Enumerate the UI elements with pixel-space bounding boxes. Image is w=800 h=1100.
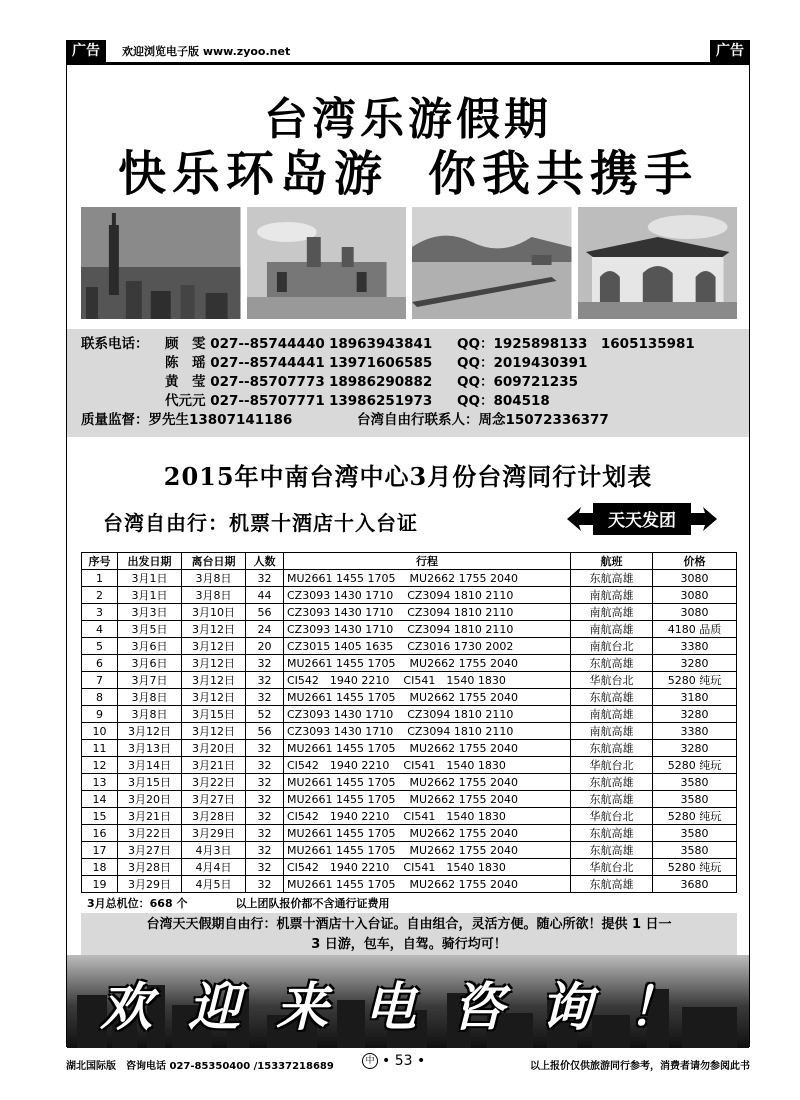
top-bar: [66, 40, 750, 62]
row-route: [284, 706, 571, 723]
row-departure: 3月8日: [118, 706, 182, 723]
welcome-text: 欢迎浏览电子版 www.zyoo.net: [122, 45, 291, 58]
route-outbound: CI542 1940 2210: [287, 861, 390, 874]
row-pax: 32: [246, 740, 284, 757]
row-price: 3080: [653, 587, 737, 604]
row-pax: 32: [246, 842, 284, 859]
row-route: [284, 757, 571, 774]
table-row: [82, 587, 737, 604]
daily-badge-text: 天天发团: [608, 511, 676, 531]
row-return: 3月8日: [182, 587, 246, 604]
row-return: 3月22日: [182, 774, 246, 791]
row-departure: 3月7日: [118, 672, 182, 689]
route-return: MU2662 1755 2040: [409, 690, 519, 704]
row-price: 3580: [653, 842, 737, 859]
row-departure: 3月6日: [118, 638, 182, 655]
row-price: 3280: [653, 706, 737, 723]
row-departure: 3月8日: [118, 689, 182, 706]
table-row: [82, 706, 737, 723]
row-route: [284, 740, 571, 757]
route-return: MU2662 1755 2040: [409, 877, 519, 891]
route-outbound: CZ3015 1405 1635: [287, 639, 394, 653]
contact-row: [81, 373, 735, 392]
row-flight: 东航高雄: [571, 689, 653, 706]
row-departure: 3月3日: [118, 604, 182, 621]
row-pax: 32: [246, 774, 284, 791]
contact-name-phone: [165, 373, 329, 392]
route-return: CZ3094 1810 2110: [407, 622, 514, 636]
schedule-body: [82, 570, 737, 893]
row-pax: 32: [246, 757, 284, 774]
row-route: [284, 791, 571, 808]
table-row: [82, 757, 737, 774]
promo-box: [81, 913, 737, 955]
row-route: [284, 825, 571, 842]
route-outbound: CZ3093 1430 1710: [287, 707, 394, 721]
route-return: CI541 1540 1830: [403, 810, 506, 823]
table-row: [82, 876, 737, 893]
row-pax: 24: [246, 621, 284, 638]
contact-name-phone: [165, 392, 329, 411]
row-return: 3月8日: [182, 570, 246, 587]
col-price: 价格: [653, 553, 737, 570]
row-return: 3月12日: [182, 672, 246, 689]
row-no: 2: [82, 587, 118, 604]
contact-qq: QQ：804518: [457, 393, 550, 409]
row-return: 3月12日: [182, 689, 246, 706]
row-no: 1: [82, 570, 118, 587]
route-return: MU2662 1755 2040: [409, 792, 519, 806]
row-price: 3080: [653, 604, 737, 621]
row-route: [284, 672, 571, 689]
quality-supervisor: 质量监督：罗先生13807141186: [81, 412, 293, 428]
row-return: 4月3日: [182, 842, 246, 859]
contact-name: 代元元: [165, 393, 206, 409]
route-return: CI541 1540 1830: [403, 759, 506, 772]
row-route: [284, 808, 571, 825]
photo-lake-pier: [412, 207, 572, 319]
table-row: [82, 638, 737, 655]
ad-frame: [66, 62, 750, 1047]
row-route: [284, 774, 571, 791]
row-pax: 32: [246, 689, 284, 706]
row-no: 19: [82, 876, 118, 893]
row-pax: 32: [246, 825, 284, 842]
table-row: [82, 825, 737, 842]
row-flight: 华航台北: [571, 808, 653, 825]
daily-departure-badge: [567, 501, 717, 537]
row-no: 8: [82, 689, 118, 706]
row-route: [284, 859, 571, 876]
row-flight: 东航高雄: [571, 876, 653, 893]
row-route: [284, 570, 571, 587]
row-pax: 32: [246, 655, 284, 672]
row-no: 13: [82, 774, 118, 791]
route-outbound: MU2661 1455 1705: [287, 571, 396, 585]
col-departure: 出发日期: [118, 553, 182, 570]
schedule-table: [81, 552, 737, 893]
footer-page: [362, 1053, 425, 1069]
row-departure: 3月29日: [118, 876, 182, 893]
contact-phone: 027--85744440: [210, 336, 325, 352]
row-no: 11: [82, 740, 118, 757]
row-departure: 3月13日: [118, 740, 182, 757]
main-subtitle: [67, 135, 749, 204]
row-pax: 44: [246, 587, 284, 604]
row-flight: 南航高雄: [571, 587, 653, 604]
row-price: 3280: [653, 740, 737, 757]
row-flight: 南航高雄: [571, 706, 653, 723]
table-row: [82, 842, 737, 859]
row-departure: 3月6日: [118, 655, 182, 672]
page-footer: [66, 1053, 750, 1073]
photo-strip: [81, 207, 737, 319]
row-return: 3月12日: [182, 638, 246, 655]
row-departure: 3月14日: [118, 757, 182, 774]
table-row: [82, 723, 737, 740]
contact-name-phone: [165, 335, 329, 354]
col-no: 序号: [82, 553, 118, 570]
route-return: CZ3094 1810 2110: [407, 605, 514, 619]
route-outbound: MU2661 1455 1705: [287, 741, 396, 755]
row-departure: 3月28日: [118, 859, 182, 876]
row-return: 3月15日: [182, 706, 246, 723]
contact-phone: 027--85744441: [210, 355, 325, 371]
row-price: 5280 纯玩: [653, 672, 737, 689]
row-departure: 3月22日: [118, 825, 182, 842]
row-pax: 56: [246, 604, 284, 621]
promo-line-2: 3 日游，包车，自驾。骑行均可！: [311, 937, 507, 952]
row-price: 3280: [653, 655, 737, 672]
row-flight: 华航台北: [571, 672, 653, 689]
table-header-row: [82, 553, 737, 570]
contact-label: [81, 373, 165, 392]
row-pax: 32: [246, 570, 284, 587]
row-pax: 32: [246, 859, 284, 876]
row-route: [284, 723, 571, 740]
contact-row: [81, 335, 735, 354]
contact-qq: QQ：1925898133 1605135981: [457, 336, 695, 352]
subtitle-part-2: 你我共携手: [428, 146, 699, 202]
row-route: [284, 689, 571, 706]
contact-row: [81, 354, 735, 373]
row-route: [284, 638, 571, 655]
row-price: 3380: [653, 723, 737, 740]
photo-castle: [247, 207, 407, 319]
row-departure: 3月12日: [118, 723, 182, 740]
row-flight: 东航高雄: [571, 570, 653, 587]
row-no: 4: [82, 621, 118, 638]
route-return: CI541 1540 1830: [403, 861, 506, 874]
contact-panel: [67, 329, 749, 437]
contact-phone: 027--85707771: [210, 393, 325, 409]
row-no: 17: [82, 842, 118, 859]
route-outbound: MU2661 1455 1705: [287, 775, 396, 789]
contact-name: 陈 瑶: [165, 355, 206, 371]
route-return: CZ3094 1810 2110: [407, 724, 514, 738]
route-return: MU2662 1755 2040: [409, 656, 519, 670]
row-route: [284, 621, 571, 638]
table-row: [82, 859, 737, 876]
route-outbound: CZ3093 1430 1710: [287, 588, 394, 602]
route-outbound: MU2661 1455 1705: [287, 826, 396, 840]
contact-name-phone: [165, 354, 329, 373]
route-outbound: CI542 1940 2210: [287, 674, 390, 687]
row-departure: 3月20日: [118, 791, 182, 808]
contact-mobile: 18963943841: [329, 336, 433, 352]
row-flight: 南航高雄: [571, 723, 653, 740]
route-return: MU2662 1755 2040: [409, 826, 519, 840]
row-flight: 华航台北: [571, 859, 653, 876]
row-pax: 32: [246, 672, 284, 689]
row-return: 3月12日: [182, 723, 246, 740]
row-no: 3: [82, 604, 118, 621]
route-return: CZ3094 1810 2110: [407, 707, 514, 721]
contact-mobile: 13986251973: [329, 393, 433, 409]
ad-tag-right: 广告: [710, 40, 750, 62]
route-outbound: MU2661 1455 1705: [287, 877, 396, 891]
col-pax: 人数: [246, 553, 284, 570]
row-no: 16: [82, 825, 118, 842]
row-no: 9: [82, 706, 118, 723]
route-return: MU2662 1755 2040: [409, 775, 519, 789]
row-departure: 3月21日: [118, 808, 182, 825]
contact-mobile: 13971606585: [329, 355, 433, 371]
col-flight: 航班: [571, 553, 653, 570]
plan-subline: 台湾自由行：机票十酒店十入台证: [103, 511, 418, 535]
row-flight: 东航高雄: [571, 774, 653, 791]
row-no: 10: [82, 723, 118, 740]
contact-label: [81, 354, 165, 373]
row-price: 3080: [653, 570, 737, 587]
row-price: 5280 纯玩: [653, 757, 737, 774]
row-price: 3580: [653, 825, 737, 842]
row-flight: 东航高雄: [571, 825, 653, 842]
row-flight: 南航高雄: [571, 604, 653, 621]
contact-label: [81, 392, 165, 411]
row-return: 3月12日: [182, 621, 246, 638]
route-return: CZ3094 1810 2110: [407, 588, 514, 602]
row-flight: 华航台北: [571, 757, 653, 774]
main-title: 台湾乐游假期: [264, 94, 552, 145]
footer-logo-icon: 中: [362, 1053, 378, 1069]
row-return: 3月12日: [182, 655, 246, 672]
row-price: 5280 纯玩: [653, 859, 737, 876]
row-no: 6: [82, 655, 118, 672]
table-row: [82, 740, 737, 757]
table-row: [82, 808, 737, 825]
row-flight: 东航高雄: [571, 655, 653, 672]
subtitle-part-1: 快乐环岛游: [117, 146, 388, 202]
contact-row: [81, 392, 735, 411]
row-no: 15: [82, 808, 118, 825]
contact-name: 黄 莹: [165, 374, 206, 390]
contact-qq: QQ：2019430391: [457, 355, 588, 371]
route-return: MU2662 1755 2040: [409, 571, 519, 585]
quality-row: [81, 411, 735, 430]
row-return: 3月10日: [182, 604, 246, 621]
route-return: CI541 1540 1830: [403, 674, 506, 687]
route-outbound: CZ3093 1430 1710: [287, 605, 394, 619]
row-departure: 3月1日: [118, 587, 182, 604]
row-route: [284, 587, 571, 604]
table-summary: [81, 893, 737, 913]
row-route: [284, 842, 571, 859]
total-seats: 3月总机位：668 个: [87, 897, 188, 910]
route-return: MU2662 1755 2040: [409, 843, 519, 857]
row-route: [284, 655, 571, 672]
row-flight: 东航高雄: [571, 791, 653, 808]
row-no: 14: [82, 791, 118, 808]
col-route: 行程: [284, 553, 571, 570]
call-banner: [67, 955, 749, 1048]
table-row: [82, 689, 737, 706]
route-outbound: CZ3093 1430 1710: [287, 724, 394, 738]
row-flight: 东航高雄: [571, 740, 653, 757]
route-outbound: CZ3093 1430 1710: [287, 622, 394, 636]
row-price: 3580: [653, 791, 737, 808]
photo-taipei-101: [81, 207, 241, 319]
route-outbound: MU2661 1455 1705: [287, 843, 396, 857]
page-number: • 53 •: [382, 1053, 426, 1069]
row-departure: 3月27日: [118, 842, 182, 859]
row-price: 4180 品质: [653, 621, 737, 638]
contact-label: 联系电话：: [81, 336, 149, 352]
row-price: 3580: [653, 774, 737, 791]
row-price: 3180: [653, 689, 737, 706]
row-price: 3380: [653, 638, 737, 655]
footer-left: 湖北国际版 咨询电话 027-85350400 /15337218689: [66, 1061, 334, 1072]
photo-memorial-gate: [578, 207, 738, 319]
row-return: 3月21日: [182, 757, 246, 774]
row-departure: 3月1日: [118, 570, 182, 587]
table-row: [82, 621, 737, 638]
row-route: [284, 604, 571, 621]
row-pax: 56: [246, 723, 284, 740]
table-row: [82, 570, 737, 587]
route-return: MU2662 1755 2040: [409, 741, 519, 755]
row-pax: 32: [246, 791, 284, 808]
row-price: 3680: [653, 876, 737, 893]
ad-tag-left: 广告: [66, 40, 106, 62]
row-return: 4月5日: [182, 876, 246, 893]
footer-right: 以上报价仅供旅游同行参考，消费者请勿参阅此书: [530, 1061, 750, 1072]
row-departure: 3月15日: [118, 774, 182, 791]
route-outbound: CI542 1940 2210: [287, 759, 390, 772]
row-route: [284, 876, 571, 893]
row-no: 12: [82, 757, 118, 774]
table-row: [82, 655, 737, 672]
row-flight: 东航高雄: [571, 842, 653, 859]
row-flight: 南航高雄: [571, 621, 653, 638]
row-pax: 32: [246, 808, 284, 825]
route-outbound: MU2661 1455 1705: [287, 690, 396, 704]
row-no: 7: [82, 672, 118, 689]
row-price: 5280 纯玩: [653, 808, 737, 825]
plan-title: 2015年中南台湾中心3月份台湾同行计划表: [163, 462, 653, 491]
promo-line-1: 台湾天天假期自由行：机票十酒店十入台证。自由组合，灵活方便。随心所欲！提供 1 日一: [146, 917, 672, 932]
row-no: 18: [82, 859, 118, 876]
route-outbound: MU2661 1455 1705: [287, 656, 396, 670]
row-flight: 南航台北: [571, 638, 653, 655]
free-travel-contact: 台湾自由行联系人：周念15072336377: [357, 412, 609, 428]
row-return: 3月27日: [182, 791, 246, 808]
table-row: [82, 672, 737, 689]
schedule-table-wrap: [81, 552, 737, 913]
price-note: 以上团队报价都不含通行证费用: [235, 897, 390, 910]
row-pax: 20: [246, 638, 284, 655]
row-no: 5: [82, 638, 118, 655]
row-pax: 52: [246, 706, 284, 723]
contact-qq: QQ：609721235: [457, 374, 578, 390]
route-outbound: MU2661 1455 1705: [287, 792, 396, 806]
route-return: CZ3016 1730 2002: [407, 639, 514, 653]
row-return: 4月4日: [182, 859, 246, 876]
row-return: 3月28日: [182, 808, 246, 825]
contact-phone: 027--85707773: [210, 374, 325, 390]
col-return: 离台日期: [182, 553, 246, 570]
route-outbound: CI542 1940 2210: [287, 810, 390, 823]
contact-name: 顾 雯: [165, 336, 206, 352]
table-row: [82, 604, 737, 621]
row-pax: 32: [246, 876, 284, 893]
table-row: [82, 774, 737, 791]
banner-text: 欢迎来电咨询！: [99, 977, 716, 1038]
table-row: [82, 791, 737, 808]
row-return: 3月20日: [182, 740, 246, 757]
contact-mobile: 18986290882: [329, 374, 433, 390]
row-departure: 3月5日: [118, 621, 182, 638]
row-return: 3月29日: [182, 825, 246, 842]
